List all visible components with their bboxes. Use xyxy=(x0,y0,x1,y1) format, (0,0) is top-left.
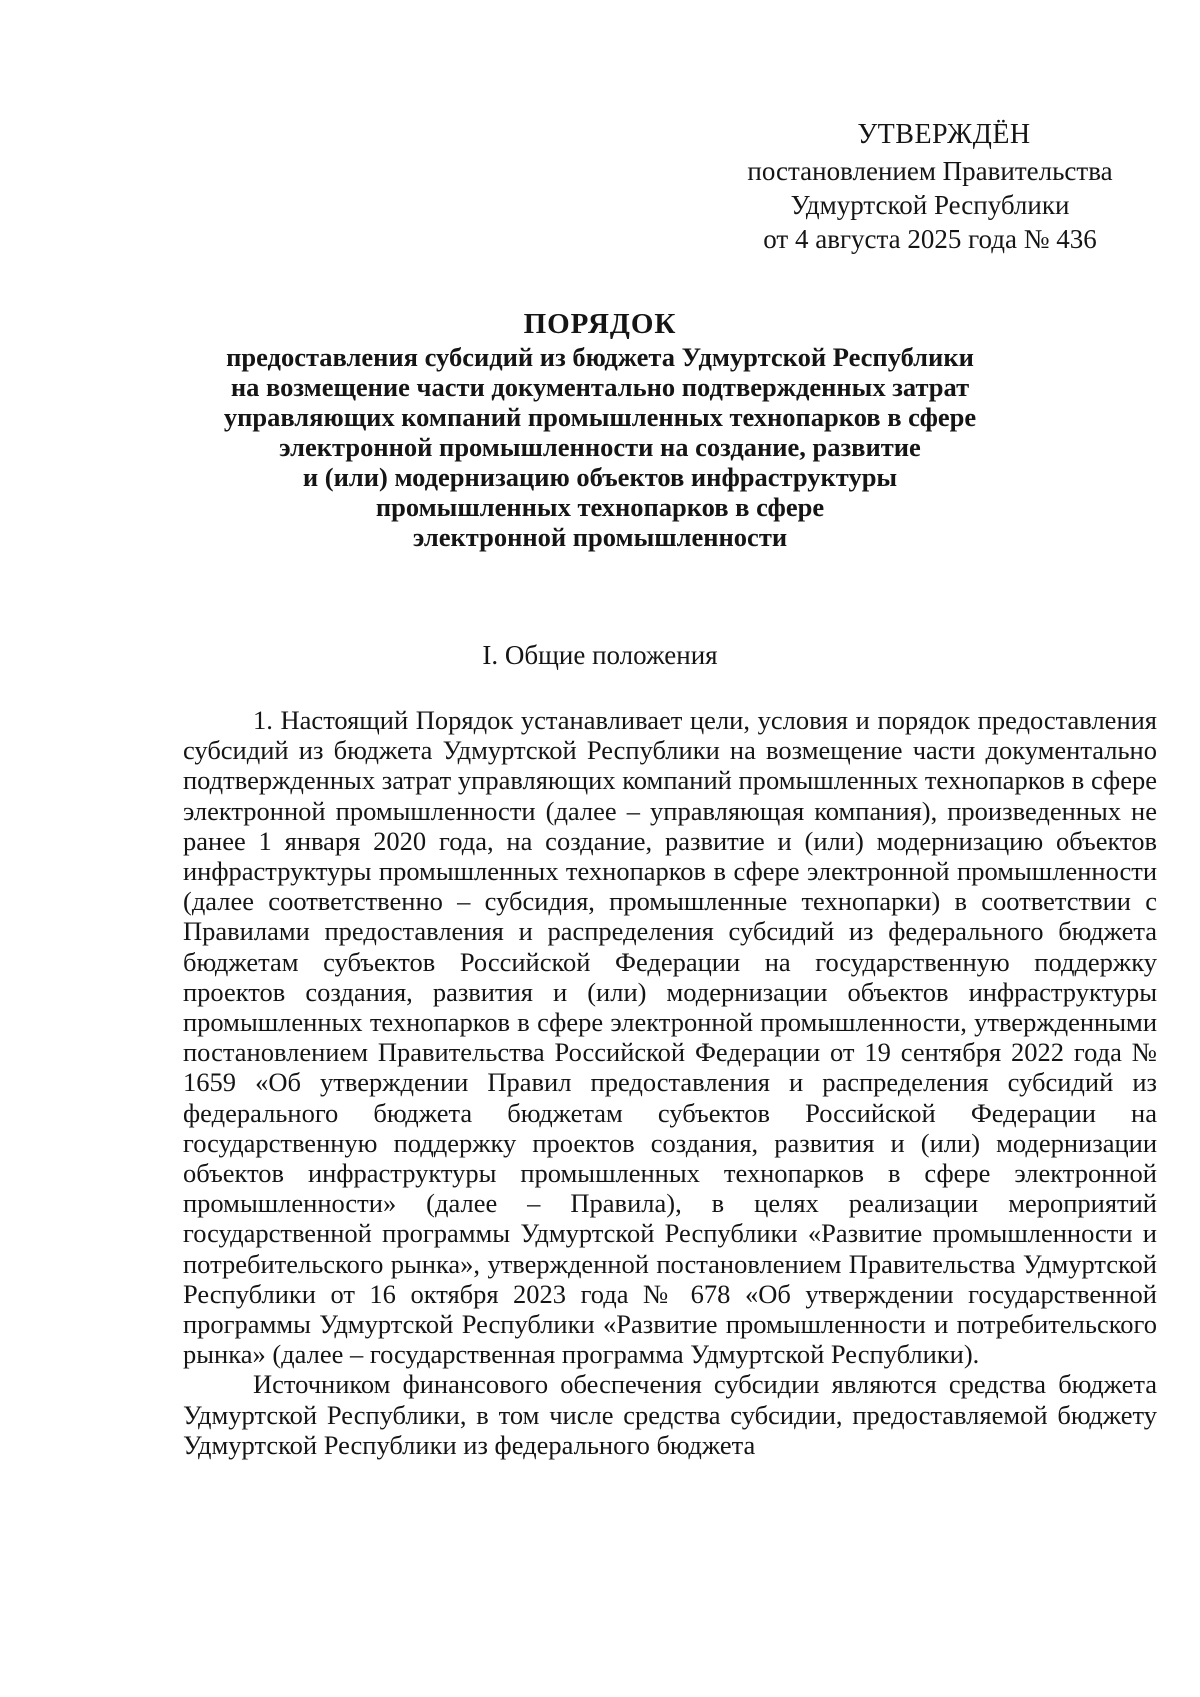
body-paragraph: 1. Настоящий Порядок устанавливает цели, условия и порядок предоставления субсидий из бюджета Удмуртской Республики на возмещение части документально подтвержденных затрат управляющих компаний промышленных технопарков в сфере электронной промышленности (далее – управляющая компания), произведенных не ранее 1 января 2020 года, на создание, развитие и (или) модернизацию объектов инфраструктуры промышленных технопарков в сфере электронной промышленности (далее соответственно – субсидия, промышленные технопарки) в соответствии с Правилами предоставления и распределения субсидий из федерального бюджета бюджетам субъектов Российской Федерации на государственную поддержку проектов создания, развития и (или) модернизации объектов инфраструктуры промышленных технопарков в сфере электронной промышленности, утвержденными постановлением Правительства Российской Федерации от 19 сентября 2022 года № 1659 «Об утверждении Правил предоставления и распределения субсидий из федерального бюджета бюджетам субъектов Российской Федерации на государственную поддержку проектов создания, развития и (или) модернизации объектов инфраструктуры промышленных технопарков в сфере электронной промышленности» (далее – Правила), в целях реализации мероприятий государственной программы Удмуртской Республики «Развитие промышленности и потребительского рынка», утвержденной постановлением Правительства Удмуртской Республики от 16 октября 2023 года № 678 «Об утверждении государственной программы Удмуртской Республики «Развитие промышленности и потребительского рынка» (далее – государственная программа Удмуртской Республики). xyxy=(183,705,1157,1370)
document-title: ПОРЯДОК xyxy=(523,308,677,340)
document-title-block xyxy=(150,306,1050,552)
document-subtitle-line: предоставления субсидий из бюджета Удмуртской Республики xyxy=(226,342,974,372)
document-subtitle-line: на возмещение части документально подтвержденных затрат xyxy=(230,372,970,402)
approval-line: Удмуртской Республики xyxy=(790,190,1070,220)
section-heading: I. Общие положения xyxy=(482,640,718,670)
document-body xyxy=(183,705,1157,1460)
document-subtitle-line: и (или) модернизацию объектов инфраструктуры xyxy=(302,462,898,492)
document-subtitle-line: промышленных технопарков в сфере xyxy=(375,492,825,522)
body-paragraph: Источником финансового обеспечения субсидии являются средства бюджета Удмуртской Республики, в том числе средства субсидии, предоставляемой бюджету Удмуртской Республики из федерального бюджета xyxy=(183,1369,1157,1460)
approval-stamp xyxy=(700,118,1160,256)
approval-line: от 4 августа 2025 года № 436 xyxy=(763,224,1097,254)
approval-title: УТВЕРЖДЁН xyxy=(857,119,1031,150)
document-subtitle-line: электронной промышленности на создание, развитие xyxy=(279,432,921,462)
document-subtitle-line: электронной промышленности xyxy=(412,522,788,552)
document-subtitle-line: управляющих компаний промышленных технопарков в сфере xyxy=(223,402,977,432)
approval-line: постановлением Правительства xyxy=(747,156,1113,186)
